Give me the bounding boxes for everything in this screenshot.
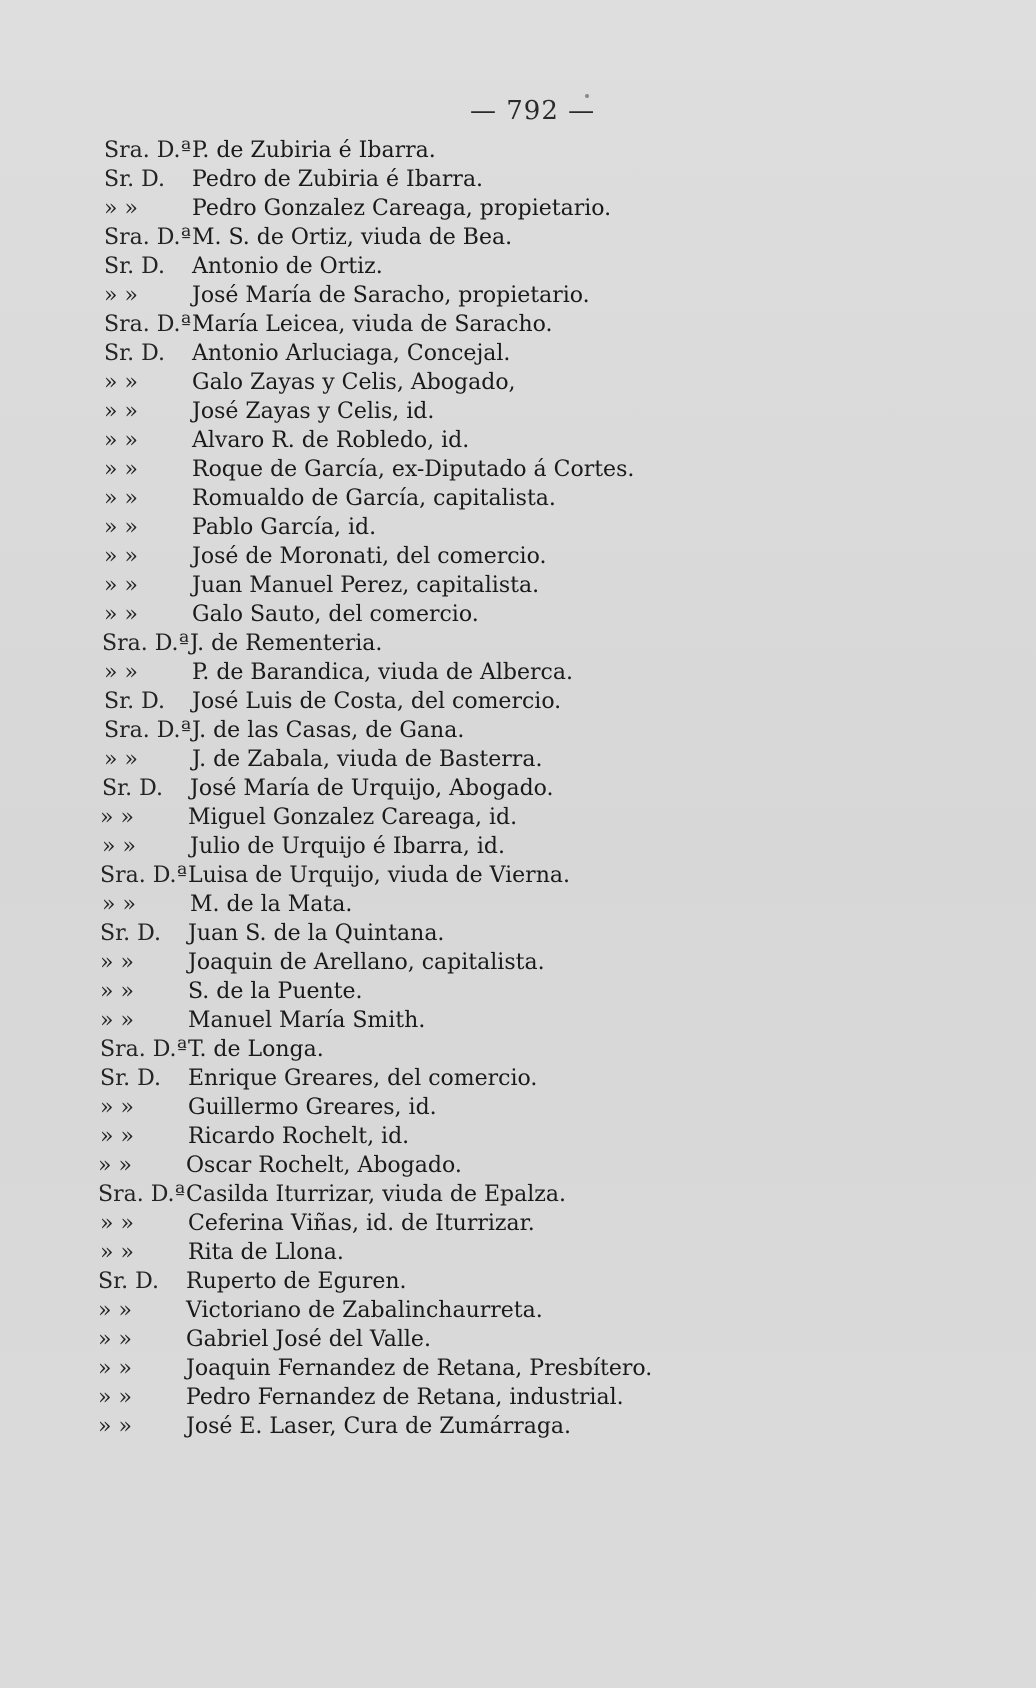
list-item bbox=[102, 774, 1002, 803]
list-item bbox=[100, 977, 1000, 1006]
entry-prefix: » » bbox=[98, 1414, 132, 1439]
entry-prefix: » » bbox=[104, 544, 138, 569]
entry-text: P. de Zubiria é Ibarra. bbox=[192, 138, 436, 163]
entry-text: Rita de Llona. bbox=[188, 1240, 344, 1265]
entry-prefix: » » bbox=[98, 1327, 132, 1352]
list-item bbox=[104, 368, 1004, 397]
list-item bbox=[104, 571, 1004, 600]
list-item bbox=[98, 1296, 998, 1325]
entry-prefix: Sr. D. bbox=[104, 341, 166, 366]
entry-text: Roque de García, ex-Diputado á Cortes. bbox=[192, 457, 635, 482]
entry-text: Pedro Gonzalez Careaga, propietario. bbox=[192, 196, 612, 221]
entry-text: Ricardo Rochelt, id. bbox=[188, 1124, 410, 1149]
entry-text: J. de las Casas, de Gana. bbox=[192, 718, 465, 743]
entry-text: M. S. de Ortiz, viuda de Bea. bbox=[192, 225, 513, 250]
entry-text: Julio de Urquijo é Ibarra, id. bbox=[190, 834, 505, 859]
list-item bbox=[104, 716, 1004, 745]
list-item bbox=[104, 513, 1004, 542]
entry-text: Ceferina Viñas, id. de Iturrizar. bbox=[188, 1211, 535, 1236]
entry-prefix: » » bbox=[104, 196, 138, 221]
entry-text: Antonio de Ortiz. bbox=[192, 254, 383, 279]
list-item bbox=[100, 919, 1000, 948]
list-item bbox=[104, 542, 1004, 571]
entry-text: Manuel María Smith. bbox=[188, 1008, 426, 1033]
entry-text: Joaquin de Arellano, capitalista. bbox=[188, 950, 545, 975]
entry-prefix: Sra. D.ª bbox=[104, 225, 191, 250]
entry-text: Joaquin Fernandez de Retana, Presbítero. bbox=[186, 1356, 653, 1381]
entry-text: José María de Urquijo, Abogado. bbox=[190, 776, 554, 801]
list-item bbox=[98, 1325, 998, 1354]
entry-prefix: Sra. D.ª bbox=[100, 1037, 187, 1062]
entry-text: Enrique Greares, del comercio. bbox=[188, 1066, 538, 1091]
entry-prefix: » » bbox=[100, 1124, 134, 1149]
entry-text: T. de Longa. bbox=[188, 1037, 324, 1062]
list-item bbox=[104, 600, 1004, 629]
list-item bbox=[104, 484, 1004, 513]
list-item bbox=[102, 832, 1002, 861]
entry-prefix: » » bbox=[104, 602, 138, 627]
entry-prefix: » » bbox=[104, 486, 138, 511]
entry-prefix: Sr. D. bbox=[100, 921, 162, 946]
entry-prefix: Sra. D.ª bbox=[98, 1182, 185, 1207]
list-item bbox=[104, 426, 1004, 455]
entry-text: José Luis de Costa, del comercio. bbox=[192, 689, 562, 714]
entry-text: Juan S. de la Quintana. bbox=[188, 921, 445, 946]
list-item bbox=[104, 281, 1004, 310]
entry-prefix: Sra. D.ª bbox=[104, 138, 191, 163]
entry-prefix: » » bbox=[104, 283, 138, 308]
list-item bbox=[98, 1412, 998, 1441]
entry-text: Antonio Arluciaga, Concejal. bbox=[192, 341, 511, 366]
entry-prefix: Sra. D.ª bbox=[102, 631, 189, 656]
entry-prefix: » » bbox=[102, 834, 136, 859]
list-item bbox=[100, 1064, 1000, 1093]
entry-prefix: » » bbox=[100, 1211, 134, 1236]
entry-prefix: Sr. D. bbox=[104, 167, 166, 192]
entry-text: José de Moronati, del comercio. bbox=[192, 544, 547, 569]
entry-text: José María de Saracho, propietario. bbox=[192, 283, 590, 308]
list-item bbox=[98, 1354, 998, 1383]
list-item bbox=[104, 397, 1004, 426]
entry-prefix: » » bbox=[100, 950, 134, 975]
entry-prefix: » » bbox=[104, 428, 138, 453]
entry-text: J. de Rementeria. bbox=[190, 631, 383, 656]
list-item bbox=[104, 252, 1004, 281]
list-item bbox=[102, 890, 1002, 919]
entry-text: Pablo García, id. bbox=[192, 515, 377, 540]
entry-text: P. de Barandica, viuda de Alberca. bbox=[192, 660, 573, 685]
entry-prefix: » » bbox=[104, 457, 138, 482]
entry-prefix: » » bbox=[100, 1095, 134, 1120]
entry-prefix: » » bbox=[100, 979, 134, 1004]
entry-text: J. de Zabala, viuda de Basterra. bbox=[192, 747, 543, 772]
subscriber-list bbox=[100, 136, 1000, 1441]
entry-text: Luisa de Urquijo, viuda de Vierna. bbox=[188, 863, 570, 888]
entry-prefix: » » bbox=[104, 515, 138, 540]
entry-prefix: Sra. D.ª bbox=[100, 863, 187, 888]
list-item bbox=[98, 1151, 998, 1180]
entry-prefix: Sr. D. bbox=[102, 776, 164, 801]
entry-text: Gabriel José del Valle. bbox=[186, 1327, 431, 1352]
entry-prefix: » » bbox=[104, 660, 138, 685]
entry-text: Romualdo de García, capitalista. bbox=[192, 486, 556, 511]
list-item bbox=[100, 1035, 1000, 1064]
entry-prefix: Sr. D. bbox=[98, 1269, 160, 1294]
page-number: — 792 — bbox=[470, 96, 596, 126]
entry-prefix: » » bbox=[104, 399, 138, 424]
list-item bbox=[100, 1006, 1000, 1035]
list-item bbox=[104, 165, 1004, 194]
entry-prefix: » » bbox=[100, 1240, 134, 1265]
list-item bbox=[102, 629, 1002, 658]
list-item bbox=[100, 861, 1000, 890]
list-item bbox=[98, 1267, 998, 1296]
entry-text: José Zayas y Celis, id. bbox=[192, 399, 435, 424]
list-item bbox=[98, 1383, 998, 1412]
entry-text: José E. Laser, Cura de Zumárraga. bbox=[186, 1414, 572, 1439]
list-item bbox=[104, 223, 1004, 252]
list-item bbox=[104, 194, 1004, 223]
list-item bbox=[104, 687, 1004, 716]
entry-prefix: » » bbox=[98, 1356, 132, 1381]
entry-prefix: Sr. D. bbox=[104, 254, 166, 279]
list-item bbox=[100, 1209, 1000, 1238]
entry-prefix: » » bbox=[100, 1008, 134, 1033]
entry-prefix: » » bbox=[100, 805, 134, 830]
entry-text: Victoriano de Zabalinchaurreta. bbox=[186, 1298, 543, 1323]
list-item bbox=[104, 136, 1004, 165]
list-item bbox=[100, 1238, 1000, 1267]
entry-prefix: Sr. D. bbox=[100, 1066, 162, 1091]
list-item bbox=[104, 455, 1004, 484]
list-item bbox=[100, 948, 1000, 977]
entry-text: S. de la Puente. bbox=[188, 979, 363, 1004]
entry-prefix: » » bbox=[98, 1385, 132, 1410]
entry-text: Juan Manuel Perez, capitalista. bbox=[192, 573, 540, 598]
entry-prefix: » » bbox=[104, 573, 138, 598]
entry-text: Oscar Rochelt, Abogado. bbox=[186, 1153, 462, 1178]
entry-prefix: » » bbox=[98, 1153, 132, 1178]
entry-text: Miguel Gonzalez Careaga, id. bbox=[188, 805, 518, 830]
list-item bbox=[104, 310, 1004, 339]
list-item bbox=[104, 658, 1004, 687]
entry-text: Alvaro R. de Robledo, id. bbox=[192, 428, 470, 453]
entry-prefix: » » bbox=[98, 1298, 132, 1323]
entry-text: Guillermo Greares, id. bbox=[188, 1095, 437, 1120]
list-item bbox=[104, 745, 1004, 774]
entry-prefix: » » bbox=[104, 747, 138, 772]
entry-text: Pedro de Zubiria é Ibarra. bbox=[192, 167, 484, 192]
entry-text: María Leicea, viuda de Saracho. bbox=[192, 312, 553, 337]
list-item bbox=[100, 1122, 1000, 1151]
entry-prefix: Sra. D.ª bbox=[104, 718, 191, 743]
list-item bbox=[104, 339, 1004, 368]
list-item bbox=[100, 1093, 1000, 1122]
entry-prefix: » » bbox=[102, 892, 136, 917]
list-item bbox=[98, 1180, 998, 1209]
entry-text: Galo Zayas y Celis, Abogado, bbox=[192, 370, 516, 395]
list-item bbox=[100, 803, 1000, 832]
entry-prefix: » » bbox=[104, 370, 138, 395]
entry-prefix: Sr. D. bbox=[104, 689, 166, 714]
entry-text: Ruperto de Eguren. bbox=[186, 1269, 407, 1294]
entry-text: M. de la Mata. bbox=[190, 892, 353, 917]
entry-text: Galo Sauto, del comercio. bbox=[192, 602, 479, 627]
entry-text: Casilda Iturrizar, viuda de Epalza. bbox=[186, 1182, 566, 1207]
entry-text: Pedro Fernandez de Retana, industrial. bbox=[186, 1385, 624, 1410]
entry-prefix: Sra. D.ª bbox=[104, 312, 191, 337]
